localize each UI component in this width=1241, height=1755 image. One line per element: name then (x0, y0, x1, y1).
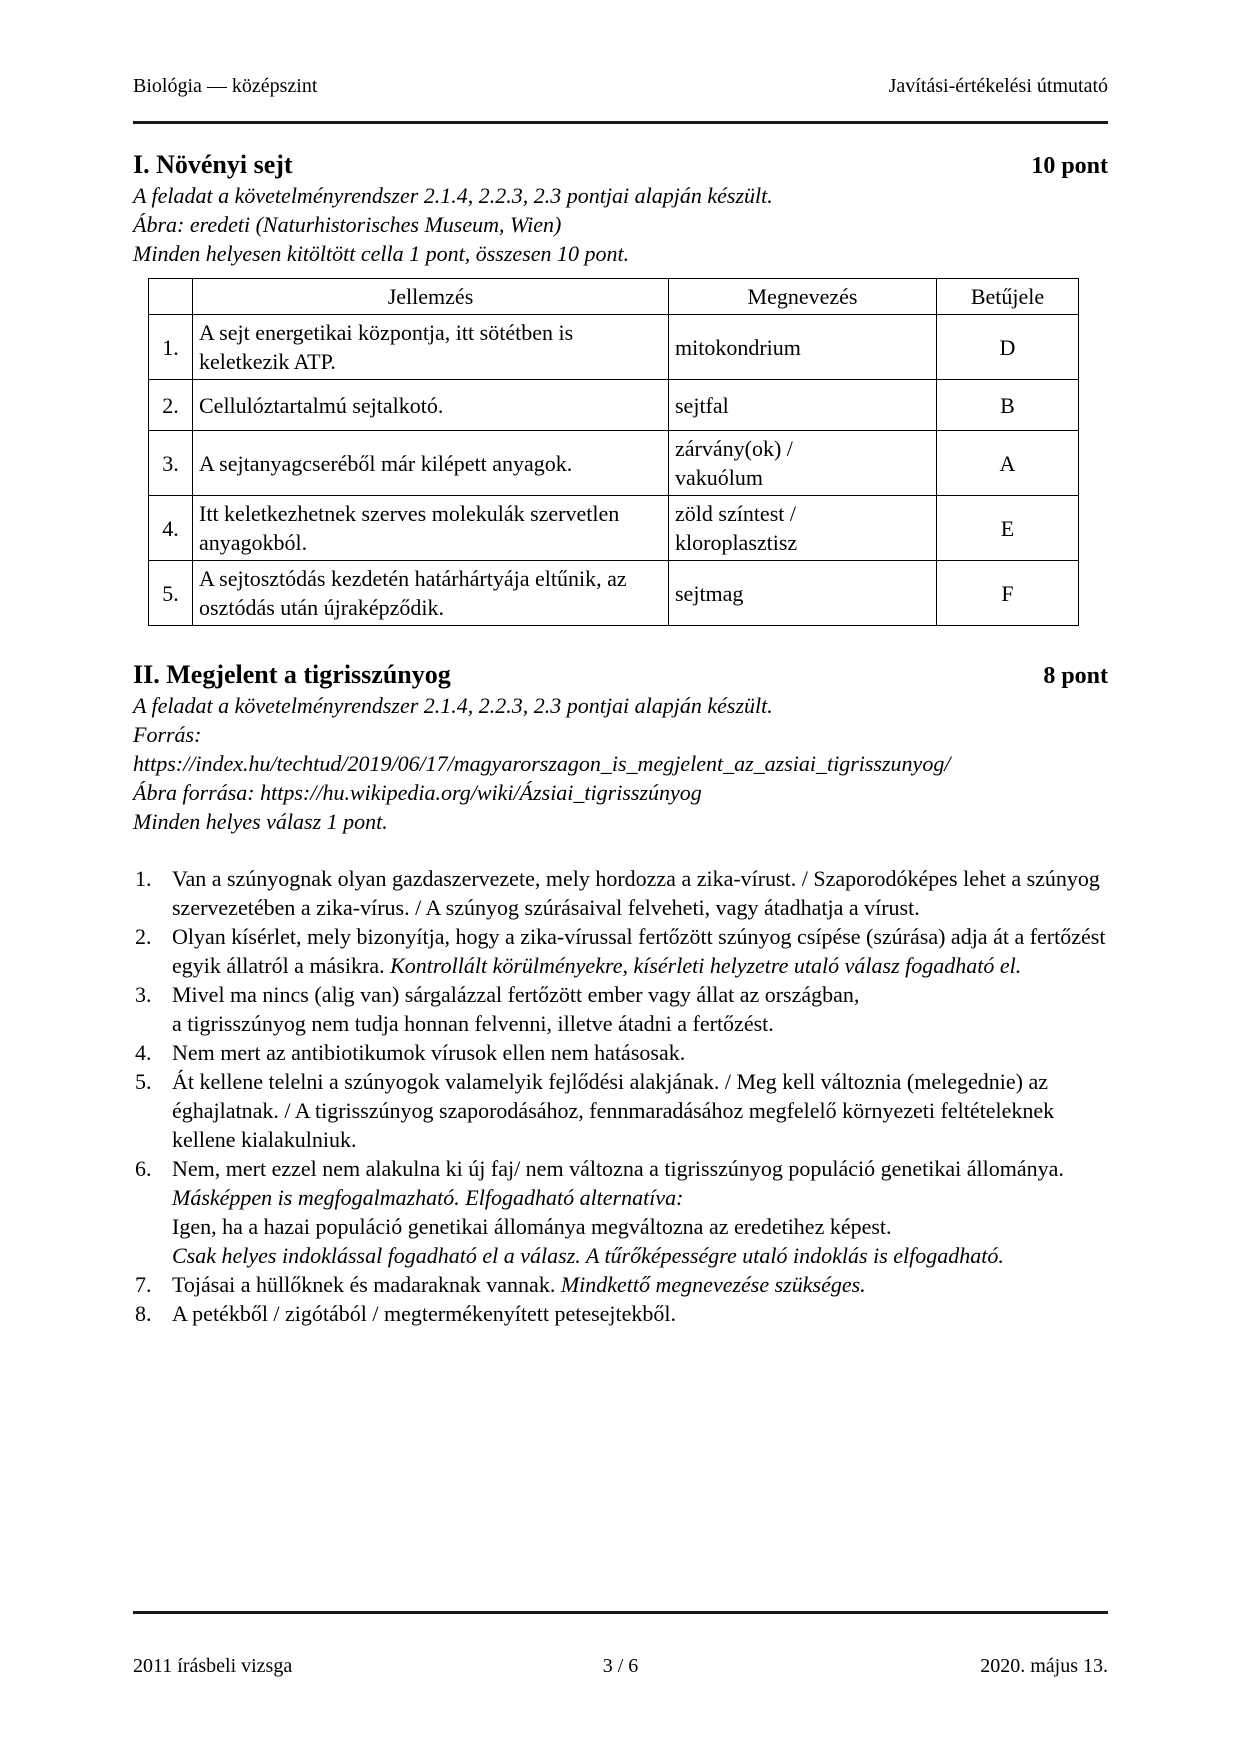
running-header (133, 72, 1108, 101)
table-header-jellemzes: Jellemzés (193, 279, 669, 315)
answer-text (172, 980, 1108, 1038)
table-header-betujele: Betűjele (937, 279, 1079, 315)
section2-intro (133, 691, 1108, 836)
name-cell: mitokondrium (669, 315, 937, 380)
section2-intro-line: A feladat a követelményrendszer 2.1.4, 2.2.3, 2.3 pontjai alapján készült. (133, 693, 773, 718)
section2-points: 8 pont (1043, 663, 1108, 689)
table-header-megnevezes: Megnevezés (669, 279, 937, 315)
row-number-cell: 5. (149, 561, 193, 626)
name-cell: sejtmag (669, 561, 937, 626)
table-row (149, 315, 1079, 380)
section2-title: II. Megjelent a tigrisszúnyog (133, 660, 451, 689)
answer-text (172, 1270, 1108, 1299)
letter-cell: A (937, 431, 1079, 496)
answer-item (133, 1067, 1108, 1154)
description-cell: Cellulóztartalmú sejtalkotó. (193, 380, 669, 431)
answer-key-table (148, 278, 1079, 626)
section1-intro-line: Ábra: eredeti (Naturhistorisches Museum, Wien) (133, 212, 562, 237)
answer-segment: Igen, ha a hazai populáció genetikai állománya megváltozna az eredetihez képest. (172, 1214, 892, 1239)
row-number-cell: 4. (149, 496, 193, 561)
answer-item (133, 1299, 1108, 1328)
answer-number: 7. (135, 1272, 152, 1297)
section2-intro-line: Minden helyes válasz 1 pont. (133, 809, 388, 834)
table-row (149, 561, 1079, 626)
answer-text (172, 922, 1108, 980)
answer-number: 2. (135, 924, 152, 949)
footer-exam-id: 2011 írásbeli vizsga (133, 1655, 293, 1677)
answer-table-body (149, 315, 1079, 626)
letter-cell: F (937, 561, 1079, 626)
answer-segment: a tigrisszúnyog nem tudja honnan felvenni, illetve átadni a fertőzést. (172, 1011, 774, 1036)
section1-points: 10 pont (1031, 153, 1108, 179)
footer-page-number: 3 / 6 (602, 1655, 639, 1677)
description-cell: A sejt energetikai központja, itt sötétben is keletkezik ATP. (193, 315, 669, 380)
answer-number: 1. (135, 866, 152, 891)
answer-segment: Van a szúnyognak olyan gazdaszervezete, mely hordozza a zika-vírust. / Szaporodóképes lehet a szúnyog szervezetében a zika-vírus. / A szúnyog szúrásaival felveheti, vagy átadhatja a vírust. (172, 866, 1100, 920)
section2-intro-line: Forrás: (133, 722, 202, 747)
section1-heading (133, 150, 1108, 181)
answer-text (172, 1154, 1108, 1270)
answer-number: 3. (135, 982, 152, 1007)
answer-segment: A petékből / zigótából / megtermékenyített petesejtekből. (172, 1301, 677, 1326)
header-doc-type: Javítási-értékelési útmutató (888, 75, 1108, 97)
section1-title: I. Növényi sejt (133, 150, 293, 179)
table-header-empty (149, 279, 193, 315)
answer-segment: Nem mert az antibiotikumok vírusok ellen nem hatásosak. (172, 1040, 686, 1065)
description-cell: Itt keletkezhetnek szerves molekulák szervetlen anyagokból. (193, 496, 669, 561)
answer-number: 4. (135, 1040, 152, 1065)
source-url: https://index.hu/techtud/2019/06/17/magyarorszagon_is_megjelent_az_azsiai_tigrisszunyog/ (133, 751, 951, 776)
answers-list (133, 864, 1108, 1328)
row-number-cell: 1. (149, 315, 193, 380)
description-cell: A sejtanyagcseréből már kilépett anyagok. (193, 431, 669, 496)
name-cell: zárvány(ok) / vakuólum (669, 431, 937, 496)
answer-note-segment: Másképpen is megfogalmazható. Elfogadható alternatíva: (172, 1185, 684, 1210)
row-number-cell: 2. (149, 380, 193, 431)
answer-note-segment: Csak helyes indoklással fogadható el a válasz. A tűrőképességre utaló indoklás is elfogadható. (172, 1243, 1004, 1268)
answer-segment: Át kellene telelni a szúnyogok valamelyik fejlődési alakjának. / Meg kell változnia (melegednie) az éghajlatnak. / A tigrisszúnyog szaporodásához, fennmaradásához megfelelő környezeti feltételeknek kellene kialakulniuk. (172, 1069, 1055, 1152)
answer-note-segment: Kontrollált körülményekre, kísérleti helyzetre utaló válasz fogadható el. (390, 953, 1022, 978)
answer-text (172, 1067, 1108, 1154)
section1-intro (133, 181, 1108, 268)
section1-intro-line: Minden helyesen kitöltött cella 1 pont, összesen 10 pont. (133, 241, 630, 266)
answer-number: 6. (135, 1156, 152, 1181)
figure-source-url: Ábra forrása: https://hu.wikipedia.org/wiki/Ázsiai_tigrisszúnyog (133, 780, 702, 805)
table-header-row (149, 279, 1079, 315)
answer-text (172, 864, 1108, 922)
answer-segment: Mivel ma nincs (alig van) sárgalázzal fertőzött ember vagy állat az országban, (172, 982, 860, 1007)
answer-segment: Nem, mert ezzel nem alakulna ki új faj/ nem változna a tigrisszúnyog populáció genetikai állománya. (172, 1156, 1064, 1181)
answer-item (133, 1270, 1108, 1299)
footer-rule (133, 1611, 1108, 1614)
header-rule (133, 121, 1108, 124)
answer-segment: Olyan kísérlet, mely bizonyítja, hogy a zika-vírussal fertőzött szúnyog csípése (szúrása) adja át a fertőzést egyik állatról a másikra. (172, 924, 1106, 978)
answer-text (172, 1299, 1108, 1328)
description-cell: A sejtosztódás kezdetén határhártyája eltűnik, az osztódás után újraképződik. (193, 561, 669, 626)
answer-segment: Tojásai a hüllőknek és madaraknak vannak. (172, 1272, 561, 1297)
answer-item (133, 922, 1108, 980)
answer-number: 8. (135, 1301, 152, 1326)
answer-note-segment: Mindkettő megnevezése szükséges. (560, 1272, 866, 1297)
letter-cell: E (937, 496, 1079, 561)
letter-cell: B (937, 380, 1079, 431)
footer-date: 2020. május 13. (980, 1655, 1108, 1677)
name-cell: sejtfal (669, 380, 937, 431)
answer-item (133, 864, 1108, 922)
table-row (149, 496, 1079, 561)
section1-intro-line: A feladat a követelményrendszer 2.1.4, 2.2.3, 2.3 pontjai alapján készült. (133, 183, 773, 208)
row-number-cell: 3. (149, 431, 193, 496)
page-footer (133, 1611, 1108, 1681)
name-cell: zöld színtest / kloroplasztisz (669, 496, 937, 561)
header-subject: Biológia — középszint (133, 75, 318, 97)
answer-number: 5. (135, 1069, 152, 1094)
table-row (149, 431, 1079, 496)
letter-cell: D (937, 315, 1079, 380)
answer-item (133, 1038, 1108, 1067)
answer-text (172, 1038, 1108, 1067)
table-row (149, 380, 1079, 431)
section2-heading (133, 660, 1108, 691)
answer-item (133, 980, 1108, 1038)
answer-item (133, 1154, 1108, 1270)
